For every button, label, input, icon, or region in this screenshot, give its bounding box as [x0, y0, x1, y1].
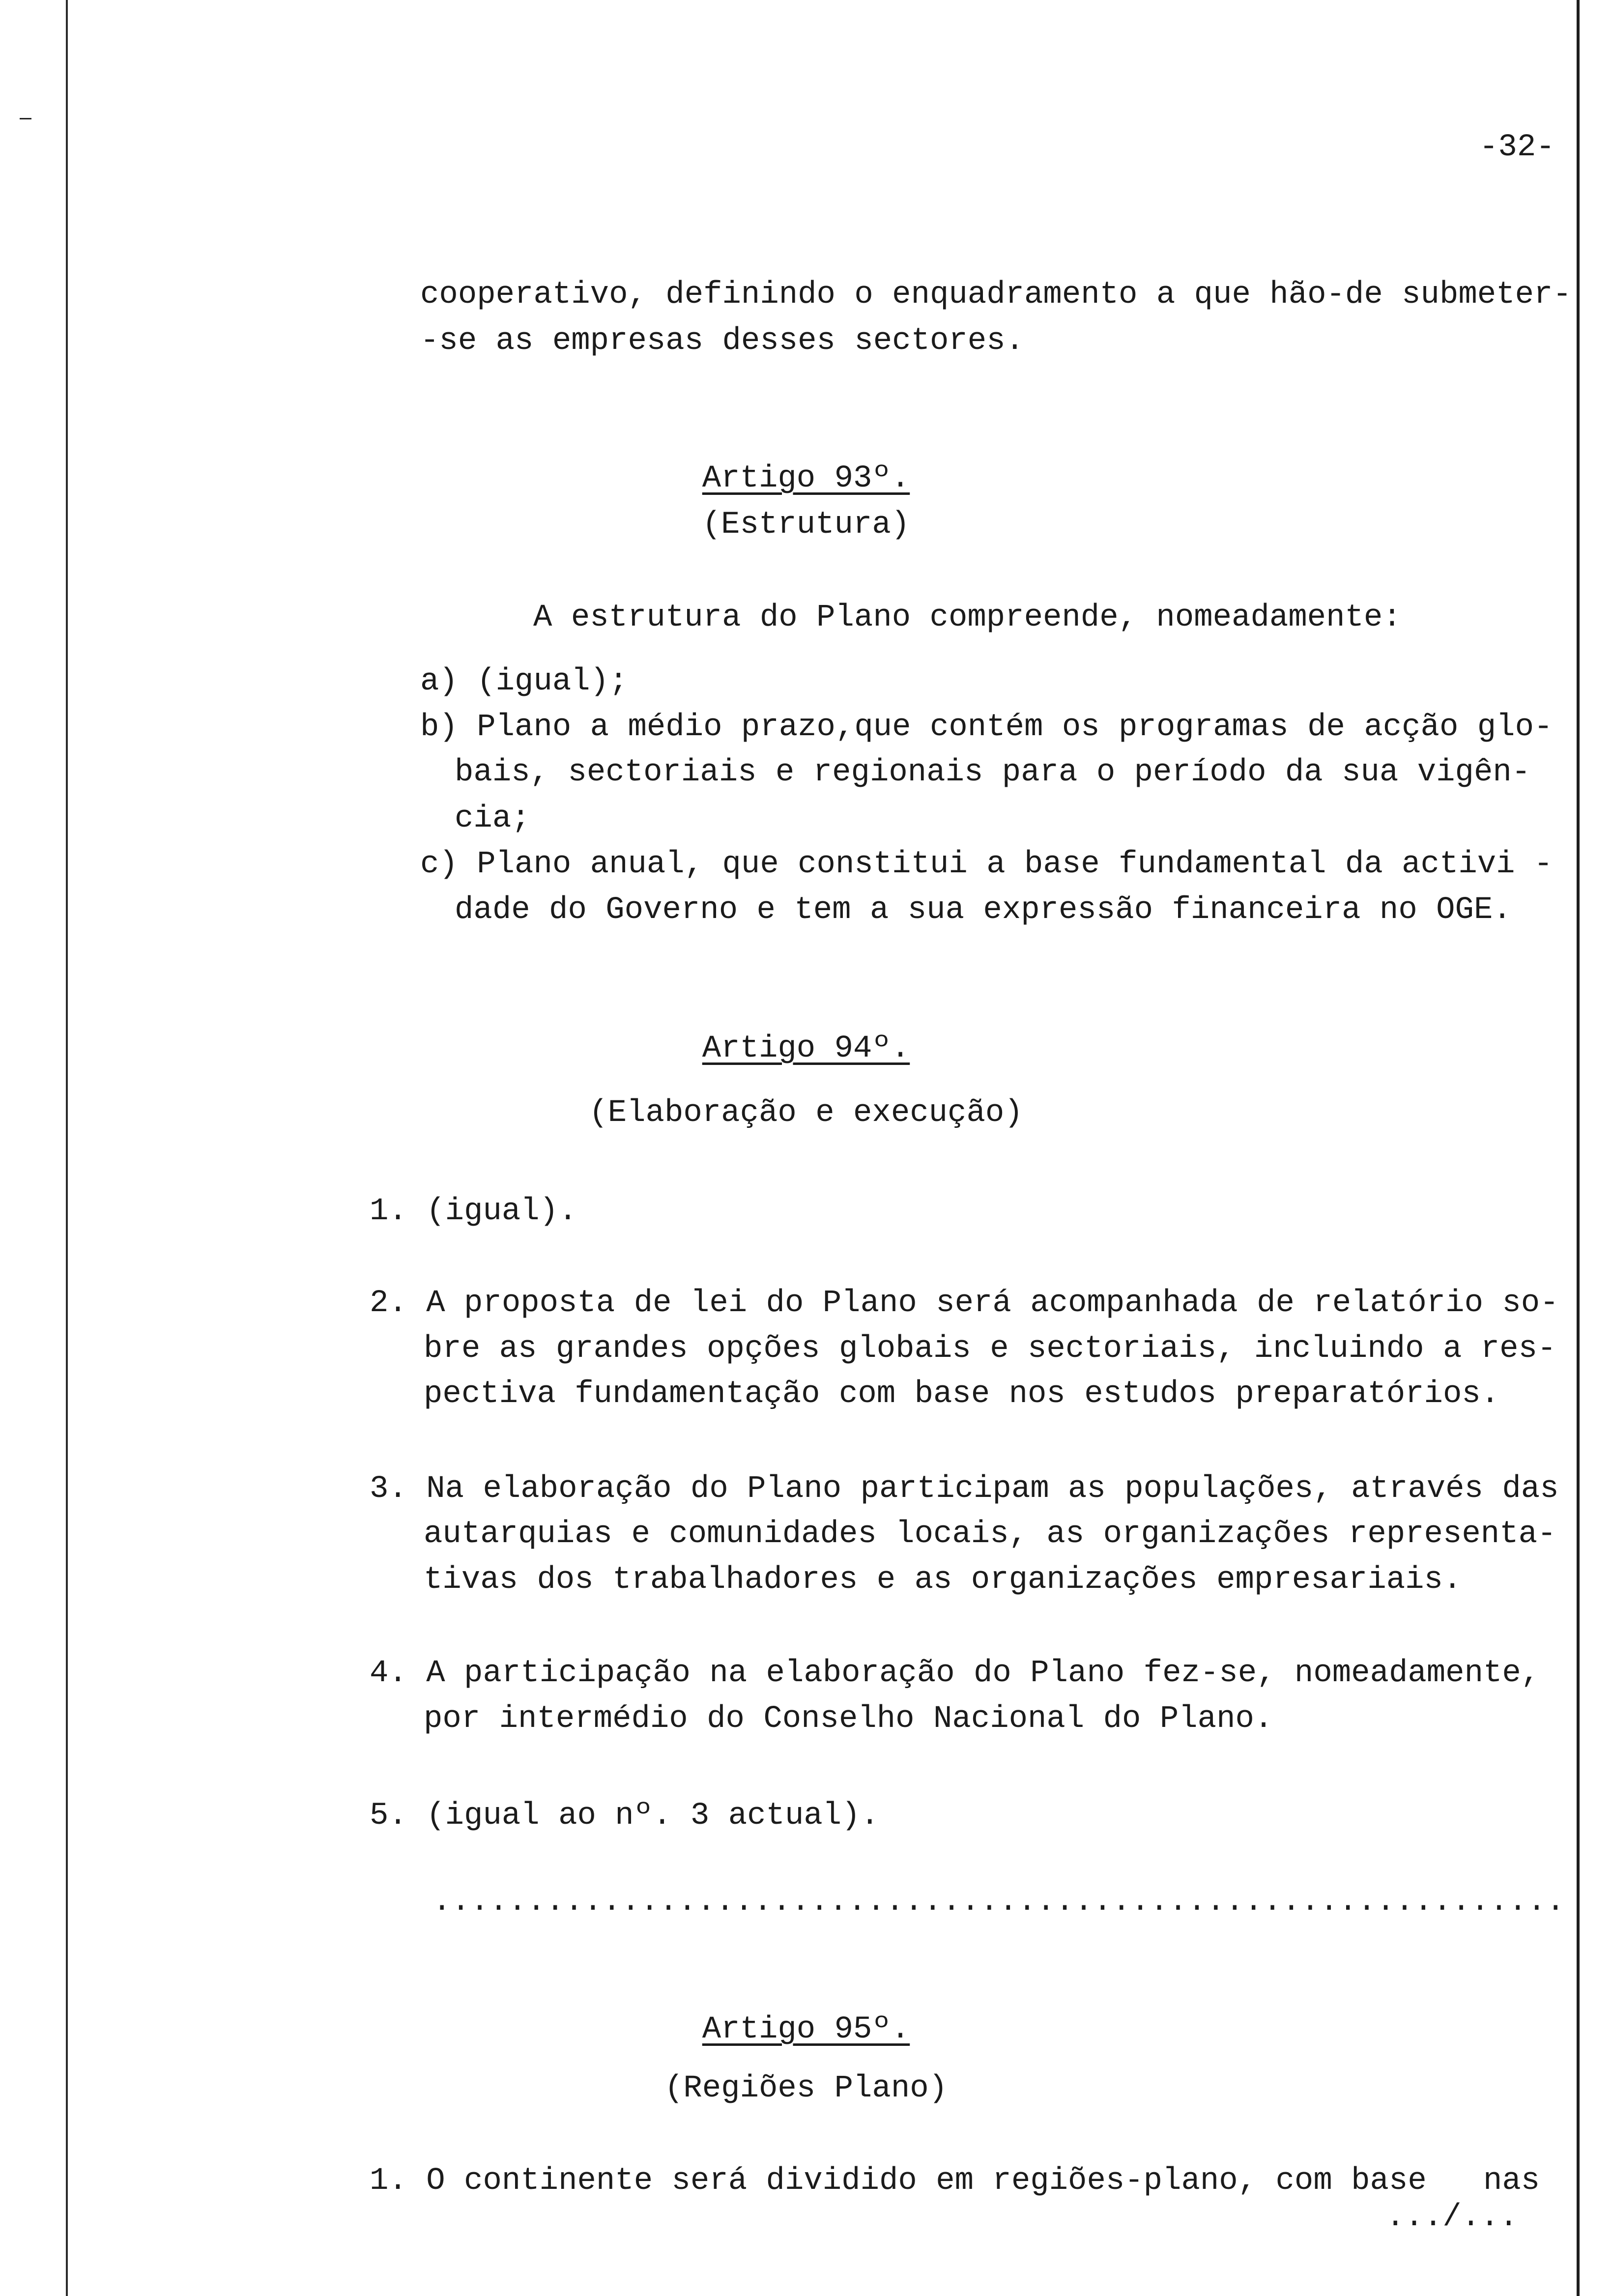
article-93-title: Artigo 93º.: [702, 461, 910, 496]
item-a: a) (igual);: [420, 664, 628, 699]
item-4-line-2: por intermédio do Conselho Nacional do Plano.: [424, 1701, 1273, 1737]
item-3-line-2: autarquias e comunidades locais, as organizações representa-: [424, 1517, 1556, 1552]
continuation-marker: .../...: [1386, 2200, 1518, 2235]
article-93-subtitle: (Estrutura): [702, 507, 910, 543]
item-1: 1. (igual).: [370, 1194, 577, 1229]
item-2-line-3: pectiva fundamentação com base nos estudos preparatórios.: [424, 1377, 1500, 1412]
item-b-line-1: b) Plano a médio prazo,que contém os programas de acção glo-: [420, 710, 1553, 745]
article-95-item-1: 1. O continente será dividido em regiões-plano, com base nas: [370, 2163, 1540, 2199]
left-margin-line: [66, 0, 68, 2296]
item-5: 5. (igual ao nº. 3 actual).: [370, 1798, 879, 1834]
item-c-line-2: dade do Governo e tem a sua expressão financeira no OGE.: [455, 892, 1512, 928]
item-c-line-1: c) Plano anual, que constitui a base fundamental da activi -: [420, 847, 1553, 882]
item-3-line-3: tivas dos trabalhadores e as organizações empresariais.: [424, 1562, 1462, 1598]
item-b-line-3: cia;: [455, 801, 530, 836]
article-95-subtitle: (Regiões Plano): [664, 2071, 948, 2106]
article-95-title: Artigo 95º.: [702, 2012, 910, 2047]
intro-line-2: -se as empresas desses sectores.: [420, 323, 1024, 359]
item-b-line-2: bais, sectoriais e regionais para o período da sua vigên-: [455, 755, 1531, 790]
item-3-line-1: 3. Na elaboração do Plano participam as populações, através das: [370, 1471, 1559, 1507]
item-2-line-1: 2. A proposta de lei do Plano será acompanhada de relatório so-: [370, 1286, 1559, 1321]
ellipsis-separator: ............................................................: [432, 1884, 1565, 1920]
item-4-line-1: 4. A participação na elaboração do Plano fez-se, nomeadamente,: [370, 1656, 1540, 1691]
intro-line-1: cooperativo, definindo o enquadramento a que hão-de submeter-: [420, 277, 1572, 313]
article-94-subtitle: (Elaboração e execução): [589, 1095, 1023, 1131]
item-2-line-2: bre as grandes opções globais e sectoriais, incluindo a res-: [424, 1331, 1556, 1367]
margin-mark: [20, 118, 31, 119]
article-93-lead: A estrutura do Plano compreende, nomeadamente:: [533, 600, 1402, 635]
page-number: -32-: [1479, 130, 1555, 165]
right-page-edge: [1577, 0, 1580, 2296]
article-94-title: Artigo 94º.: [702, 1031, 910, 1066]
